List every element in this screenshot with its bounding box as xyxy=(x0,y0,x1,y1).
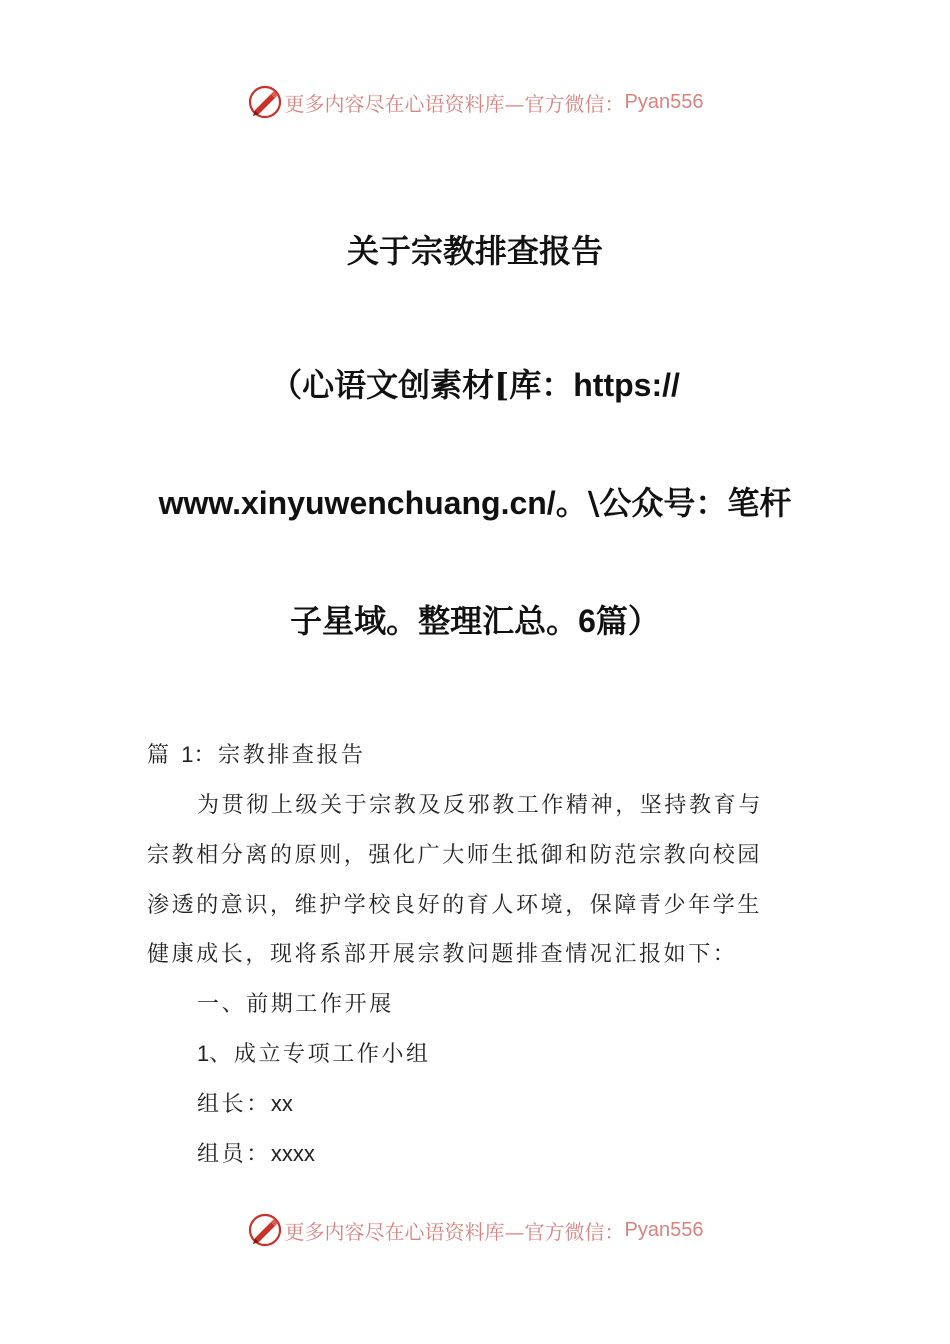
paragraph-line: 宗教相分离的原则，强化广大师生抵御和防范宗教向校园 xyxy=(147,843,763,868)
list-item: 1、成立专项工作小组 xyxy=(197,1041,431,1067)
section-heading: 篇 1：宗教排查报告 xyxy=(147,742,366,768)
subheading: 一、前期工作开展 xyxy=(197,992,394,1017)
header-banner xyxy=(0,82,950,122)
banner-text: 更多内容尽在心语资料库—官方微信： xyxy=(284,91,625,116)
pen-logo-icon xyxy=(247,1212,283,1248)
title-line-2: （心语文创素材[库：https:// xyxy=(270,366,680,404)
wechat-id: Pyan556 xyxy=(624,90,704,113)
paragraph-line: 渗透的意识，维护学校良好的育人环境，保障青少年学生 xyxy=(147,893,763,918)
banner-text: 更多内容尽在心语资料库—官方微信： xyxy=(284,1219,625,1244)
footer-banner xyxy=(0,1210,950,1250)
member-line: 组员：xxxx xyxy=(197,1141,315,1167)
title-line-1: 关于宗教排查报告 xyxy=(346,232,603,270)
paragraph-line: 健康成长，现将系部开展宗教问题排查情况汇报如下： xyxy=(147,942,738,967)
pen-logo-icon xyxy=(247,84,283,120)
title-line-3: www.xinyuwenchuang.cn/。\公众号：笔杆 xyxy=(158,484,792,522)
leader-line: 组长：xx xyxy=(197,1091,293,1117)
wechat-id: Pyan556 xyxy=(624,1218,704,1241)
title-line-4: 子星域。整理汇总。6篇） xyxy=(290,602,660,640)
paragraph-line: 为贯彻上级关于宗教及反邪教工作精神，坚持教育与 xyxy=(197,793,763,818)
